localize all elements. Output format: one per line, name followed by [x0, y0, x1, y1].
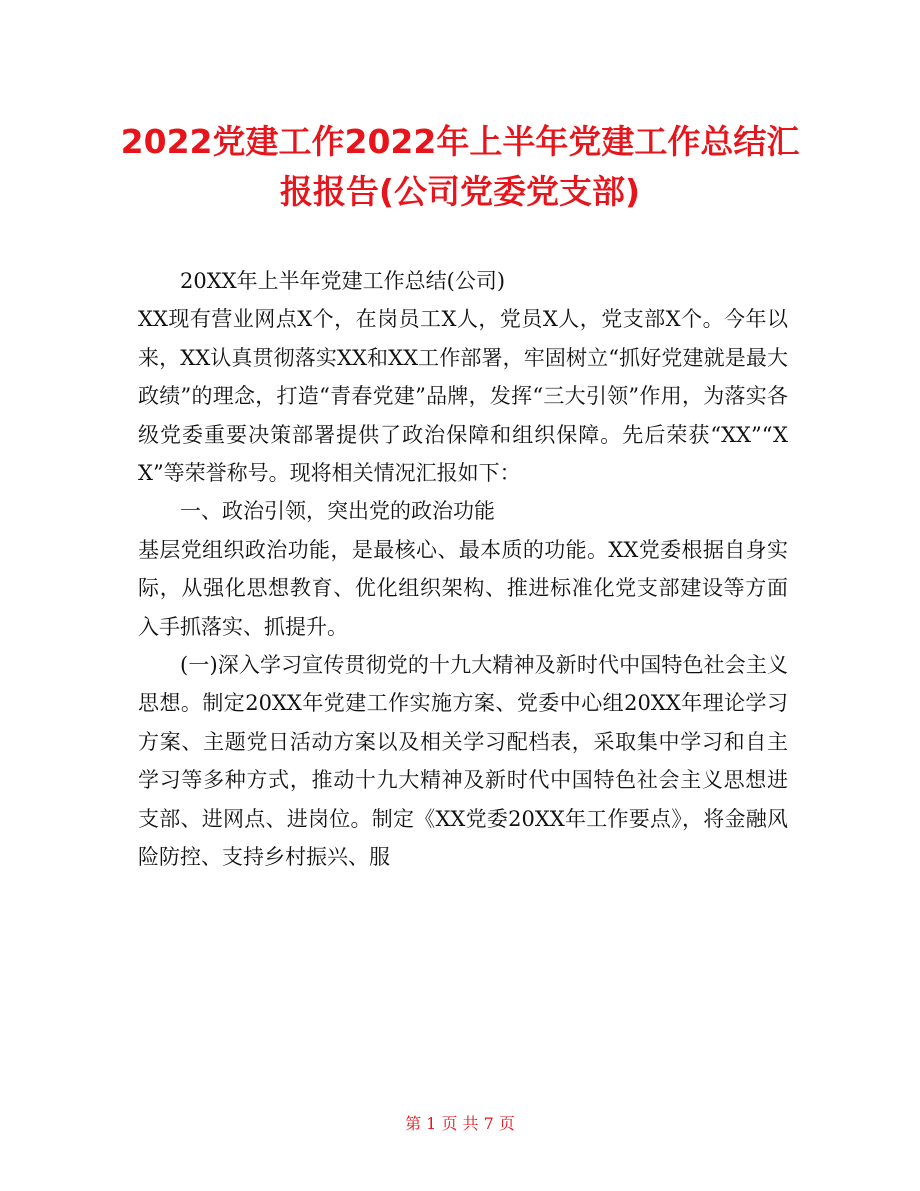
page-number-footer: 第 1 页 共 7 页 [405, 1114, 515, 1133]
paragraph-intro: XX现有营业网点X个，在岗员工X人，党员X人，党支部X个。今年以来，XX认真贯彻落实XX和XX工作部署，牢固树立“抓好党建就是最大政绩”的理念，打造“青春党建”品牌，发挥“三大引领”作用，为落实各级党委重要决策部署提供了政治保障和组织保障。先后荣获“XX”“XX”等荣誉称号。现将相关情况汇报如下： [138, 307, 788, 486]
paragraph-section-1: 基层党组织政治功能，是最核心、最本质的功能。XX党委根据自身实际，从强化思想教育、优化组织架构、推进标准化党支部建设等方面入手抓落实、抓提升。 [138, 537, 788, 639]
paragraph-subtitle: 20XX年上半年党建工作总结(公司) [180, 269, 506, 293]
paragraph-subsection-1: (一)深入学习宣传贯彻党的十九大精神及新时代中国特色社会主义思想。制定20XX年党建工作实施方案、党委中心组20XX年理论学习方案、主题党日活动方案以及相关学习配档表，采取集中学习和自主学习等多种方式，推动十九大精神及新时代中国特色社会主义思想进支部、进网点、进岗位。制定《XX党委20XX年工作要点》，将金融风险防控、支持乡村振兴、服 [138, 653, 788, 870]
section-heading-1: 一、政治引领，突出党的政治功能 [180, 499, 495, 524]
document-body [138, 262, 788, 877]
document-title: 2022党建工作2022年上半年党建工作总结汇报报告(公司党委党支部) [120, 122, 800, 211]
